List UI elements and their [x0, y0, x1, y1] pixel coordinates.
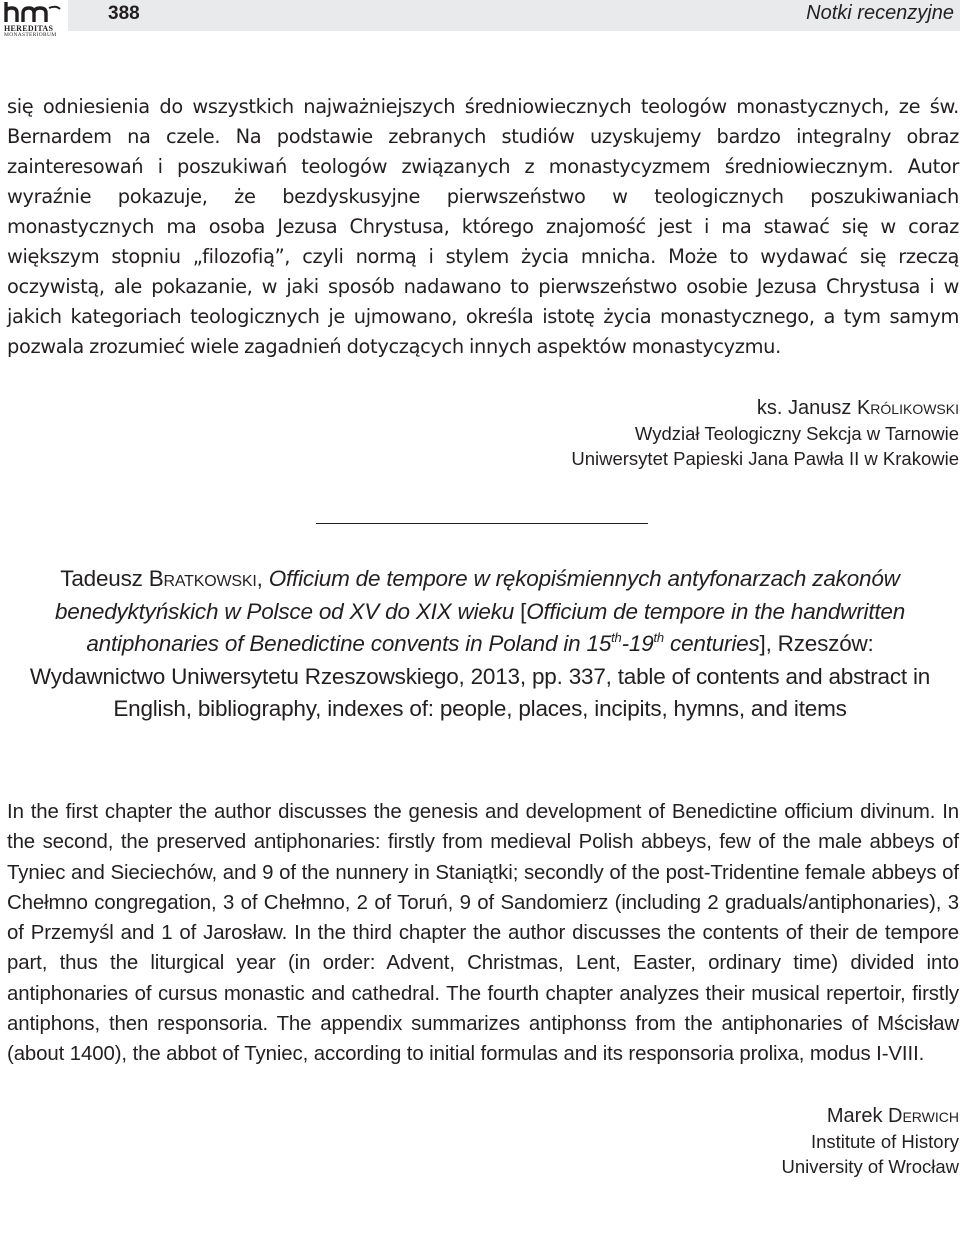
book-comma: , — [256, 566, 263, 591]
book-publication: ], Rzeszów: Wydawnictwo Uniwersytetu Rzeszowskiego, 2013, pp. 337, table of contents and abstract in English, bibliography, indexes of: people, places, incipits, hymns, and items — [29, 631, 931, 721]
reviewer2-rest: erwich — [902, 1104, 959, 1127]
reviewer-affiliation-1a: Wydział Teologiczny Sekcja w Tarnowie — [634, 423, 959, 444]
reviewer-affiliation-2b: University of Wrocław — [781, 1155, 959, 1177]
logo-text-bottom: MONASTERIORUM — [4, 32, 57, 38]
book-title-en-2: centuries — [663, 631, 760, 656]
reviewer2-first: Marek D — [826, 1104, 903, 1127]
book-author-rest: ratkowski — [163, 566, 257, 591]
hm-logo-icon — [4, 1, 62, 23]
book-bracket-open: [ — [514, 598, 527, 624]
book-sup-1: th — [611, 630, 622, 645]
section-separator — [316, 523, 648, 524]
book-title-pl: Officium de tempore w rękopiśmiennych antyfonarzach zakonów benedyktyńskich w Polsce od XV do XIX wieku — [54, 566, 900, 624]
reviewer-name-2 — [7, 1103, 959, 1129]
reviewer-signature-1 — [7, 395, 959, 471]
review-content — [7, 92, 959, 471]
page-header — [0, 0, 960, 40]
reviewer-surname: Królikowski — [856, 397, 959, 419]
review-content-2 — [7, 797, 959, 1179]
running-title: Notki recenzyjne — [806, 2, 954, 24]
review-paragraph-pl: się odniesienia do wszystkich najważniejszych średniowiecznych teologów monastycznych, ze św. Bernardem na czele. Na podstawie zebranych studiów uzyskujemy bardzo integralny obraz zainteresowań i poszukiwań teologów związanych z monastycyzmem średniowiecznym. Autor wyraźnie pokazuje, że bezdyskusyjne pierwszeństwo w teologicznych poszukiwaniach monastycznych ma osoba Jezusa Chrystusa, którego znajomość jest i ma stawać się w coraz większym stopniu „filozofią”, czyli normą i stylem życia mnicha. Może to wydawać się rzeczą oczywistą, ale pokazanie, w jaki sposób nadawano to pierwszeństwo osobie Jezusa Chrystusa i w jakich kategoriach teologicznych je ujmowano, określa istotę życia monastycznego, a tym samym pozwala zrozumieć wiele zagadnień dotyczących innych aspektów monastycyzmu. — [7, 95, 959, 358]
review-paragraph-en: In the first chapter the author discusses the genesis and development of Benedictine officium divinum. In the second, the preserved antiphonaries: firstly from medieval Polish abbeys, few of the male abbeys of Tyniec and Sieciechów, and 9 of the nunnery in Staniątki; secondly of the post-Tridentine female abbeys of Chełmno congregation, 3 of Chełmno, 2 of Toruń, 9 of Sandomierz (including 2 graduals/antiphonaries), 3 of Przemyśl and 1 of Jarosław. In the third chapter the author discusses the contents of their de tempore part, thus the liturgical year (in order: Advent, Christmas, Lent, Easter, ordinary time) divided into antiphonaries of cursus monastic and cathedral. The fourth chapter analyzes their musical repertoir, firstly antiphons, then responsoria. The appendix summarizes antiphonss from the antiphonaries of Mścisław (about 1400), the abbot of Tyniec, according to initial formulas and its responsoria prolixa, modus I-VIII. — [7, 801, 959, 1066]
logo-text-top: HEREDITAS — [4, 24, 54, 33]
reviewer-affiliation-1b: Uniwersytet Papieski Jana Pawła II w Krakowie — [571, 448, 959, 469]
reviewer-prefix: ks. Janusz — [756, 397, 857, 419]
book-author-first: Tadeusz B — [60, 566, 164, 591]
book-dash: -19 — [621, 631, 654, 656]
book-citation — [20, 563, 940, 726]
book-sup-2: th — [653, 630, 664, 645]
book-title-en-1: Officium de tempore in the handwritten antiphonaries of Benedictine convents in Poland in 15 — [86, 598, 906, 656]
reviewer-signature-2 — [7, 1103, 959, 1179]
reviewer-affiliation-2a: Institute of History — [810, 1130, 959, 1152]
journal-logo — [2, 0, 64, 40]
reviewer-name-1 — [7, 395, 959, 421]
page-number: 388 — [108, 3, 140, 24]
